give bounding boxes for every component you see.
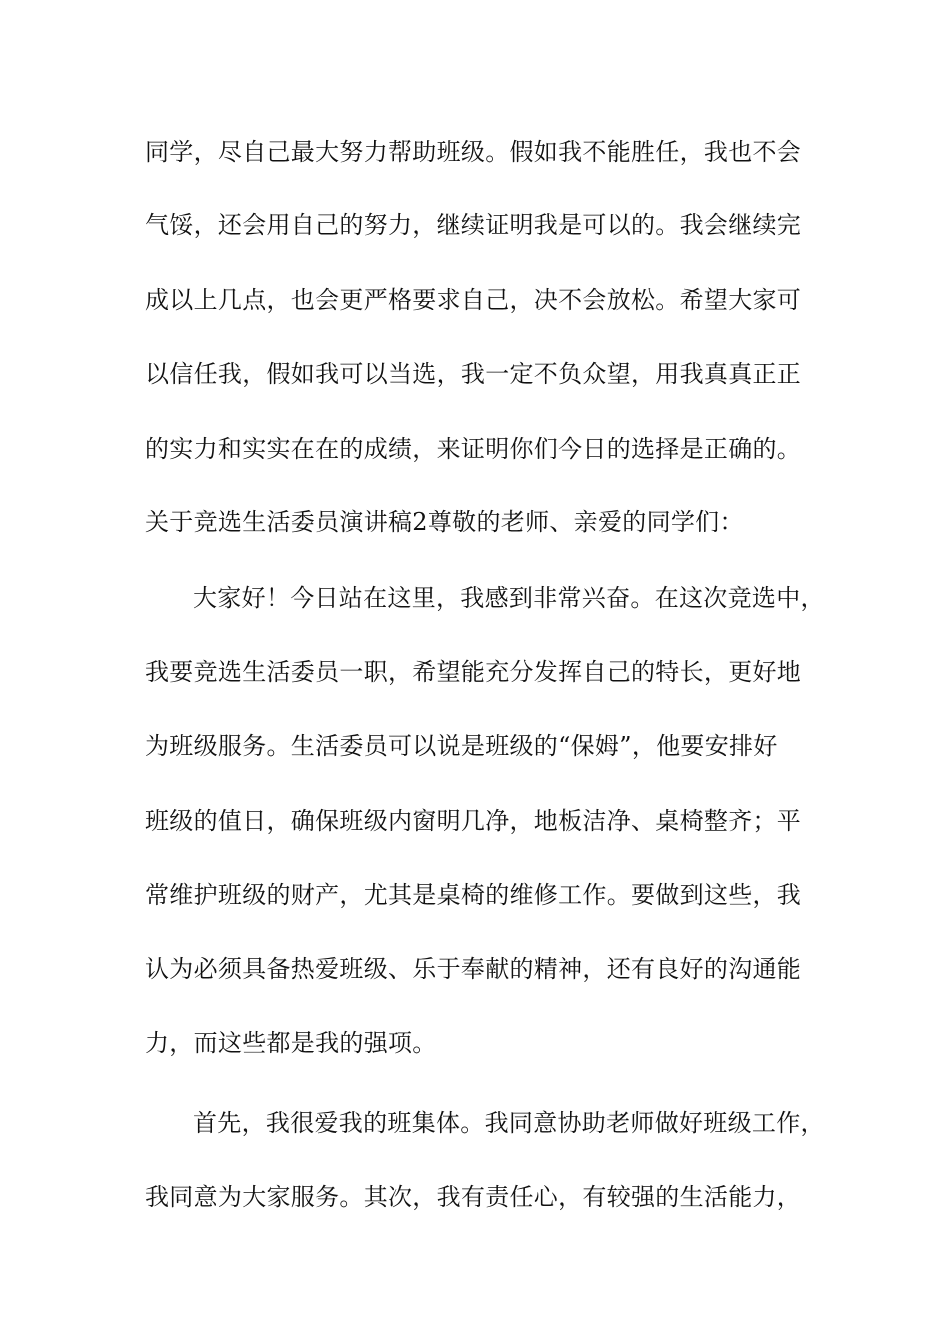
text-line: 我同意为大家服务。其次，我有责任心，有较强的生活能力，	[145, 1183, 802, 1211]
text-line: 气馁，还会用自己的努力，继续证明我是可以的。我会继续完	[145, 211, 802, 239]
text-line: 班级的值日，确保班级内窗明几净，地板洁净、桌椅整齐；平	[145, 807, 802, 835]
text-line: 的实力和实实在在的成绩，来证明你们今日的选择是正确的。	[145, 435, 802, 463]
text-line: 我要竞选生活委员一职，希望能充分发挥自己的特长，更好地	[145, 658, 802, 686]
section-heading-line: 关于竞选生活委员演讲稿2尊敬的老师、亲爱的同学们：	[145, 508, 744, 536]
text-line: 以信任我，假如我可以当选，我一定不负众望，用我真真正正	[145, 360, 802, 388]
text-line: 常维护班级的财产，尤其是桌椅的维修工作。要做到这些，我	[145, 881, 802, 909]
paragraph-first-line: 大家好！今日站在这里，我感到非常兴奋。在这次竞选中，	[193, 584, 825, 612]
text-line: 为班级服务。生活委员可以说是班级的“保姆”，他要安排好	[145, 732, 778, 760]
text-line: 认为必须具备热爱班级、乐于奉献的精神，还有良好的沟通能	[145, 955, 802, 983]
text-line: 成以上几点，也会更严格要求自己，决不会放松。希望大家可	[145, 286, 802, 314]
text-line: 同学，尽自己最大努力帮助班级。假如我不能胜任，我也不会	[145, 138, 802, 166]
text-line: 力，而这些都是我的强项。	[145, 1029, 437, 1057]
paragraph-first-line: 首先，我很爱我的班集体。我同意协助老师做好班级工作，	[193, 1109, 825, 1137]
